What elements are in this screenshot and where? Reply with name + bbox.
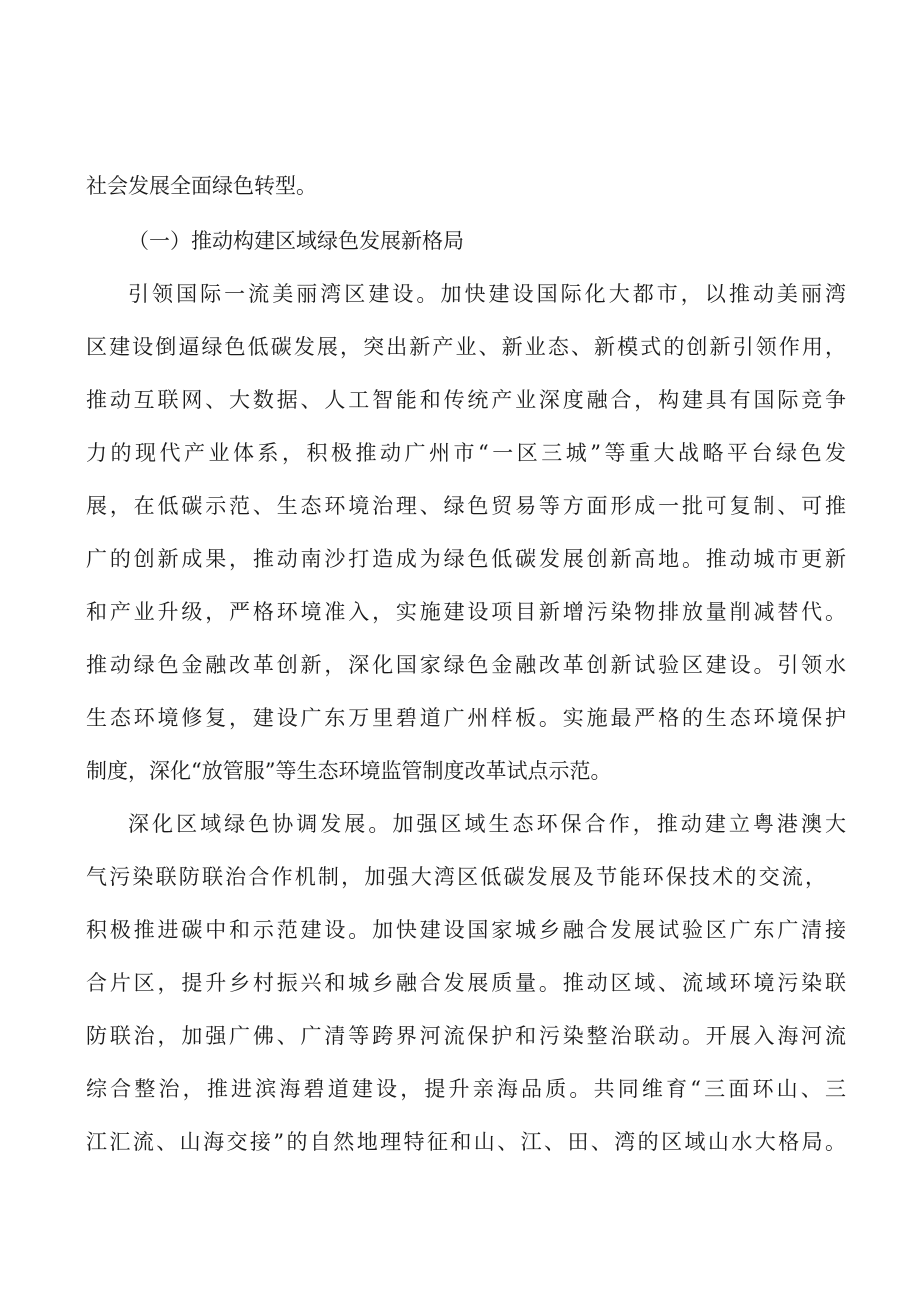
section-heading: （一）推动构建区域绿色发展新格局 (128, 229, 464, 253)
paragraph-line: 防联治，加强广佛、广清等跨界河流保护和污染整治联动。开展入海河流 (86, 1024, 846, 1048)
paragraph-line: 社会发展全面绿色转型。 (86, 174, 317, 198)
paragraph-line: 制度，深化“放管服”等生态环境监管制度改革试点示范。 (86, 759, 612, 783)
paragraph-line: 展，在低碳示范、生态环境治理、绿色贸易等方面形成一批可复制、可推 (86, 494, 846, 518)
paragraph-line: 广的创新成果，推动南沙打造成为绿色低碳发展创新高地。推动城市更新 (86, 547, 846, 571)
paragraph-line: 综合整治，推进滨海碧道建设，提升亲海品质。共同维育“三面环山、三 (86, 1077, 846, 1101)
paragraph-line: 区建设倒逼绿色低碳发展，突出新产业、新业态、新模式的创新引领作用， (86, 335, 846, 359)
paragraph-line: 合片区，提升乡村振兴和城乡融合发展质量。推动区域、流域环境污染联 (86, 971, 846, 995)
paragraph-line: 气污染联防联治合作机制，加强大湾区低碳发展及节能环保技术的交流， (86, 865, 826, 889)
paragraph-line: 生态环境修复，建设广东万里碧道广州样板。实施最严格的生态环境保护 (86, 706, 846, 730)
paragraph-line: 江汇流、山海交接”的自然地理特征和山、江、田、湾的区域山水大格局。 (86, 1130, 846, 1154)
paragraph-line: 和产业升级，严格环境准入，实施建设项目新增污染物排放量削减替代。 (86, 600, 846, 624)
paragraph-line: 引领国际一流美丽湾区建设。加快建设国际化大都市，以推动美丽湾 (128, 282, 846, 306)
paragraph-line: 推动互联网、大数据、人工智能和传统产业深度融合，构建具有国际竞争 (86, 388, 846, 412)
paragraph-line: 力的现代产业体系，积极推动广州市“一区三城”等重大战略平台绿色发 (86, 441, 846, 465)
paragraph-line: 积极推进碳中和示范建设。加快建设国家城乡融合发展试验区广东广清接 (86, 918, 846, 942)
paragraph-line: 推动绿色金融改革创新，深化国家绿色金融改革创新试验区建设。引领水 (86, 653, 846, 677)
paragraph-line: 深化区域绿色协调发展。加强区域生态环保合作，推动建立粤港澳大 (128, 812, 846, 836)
